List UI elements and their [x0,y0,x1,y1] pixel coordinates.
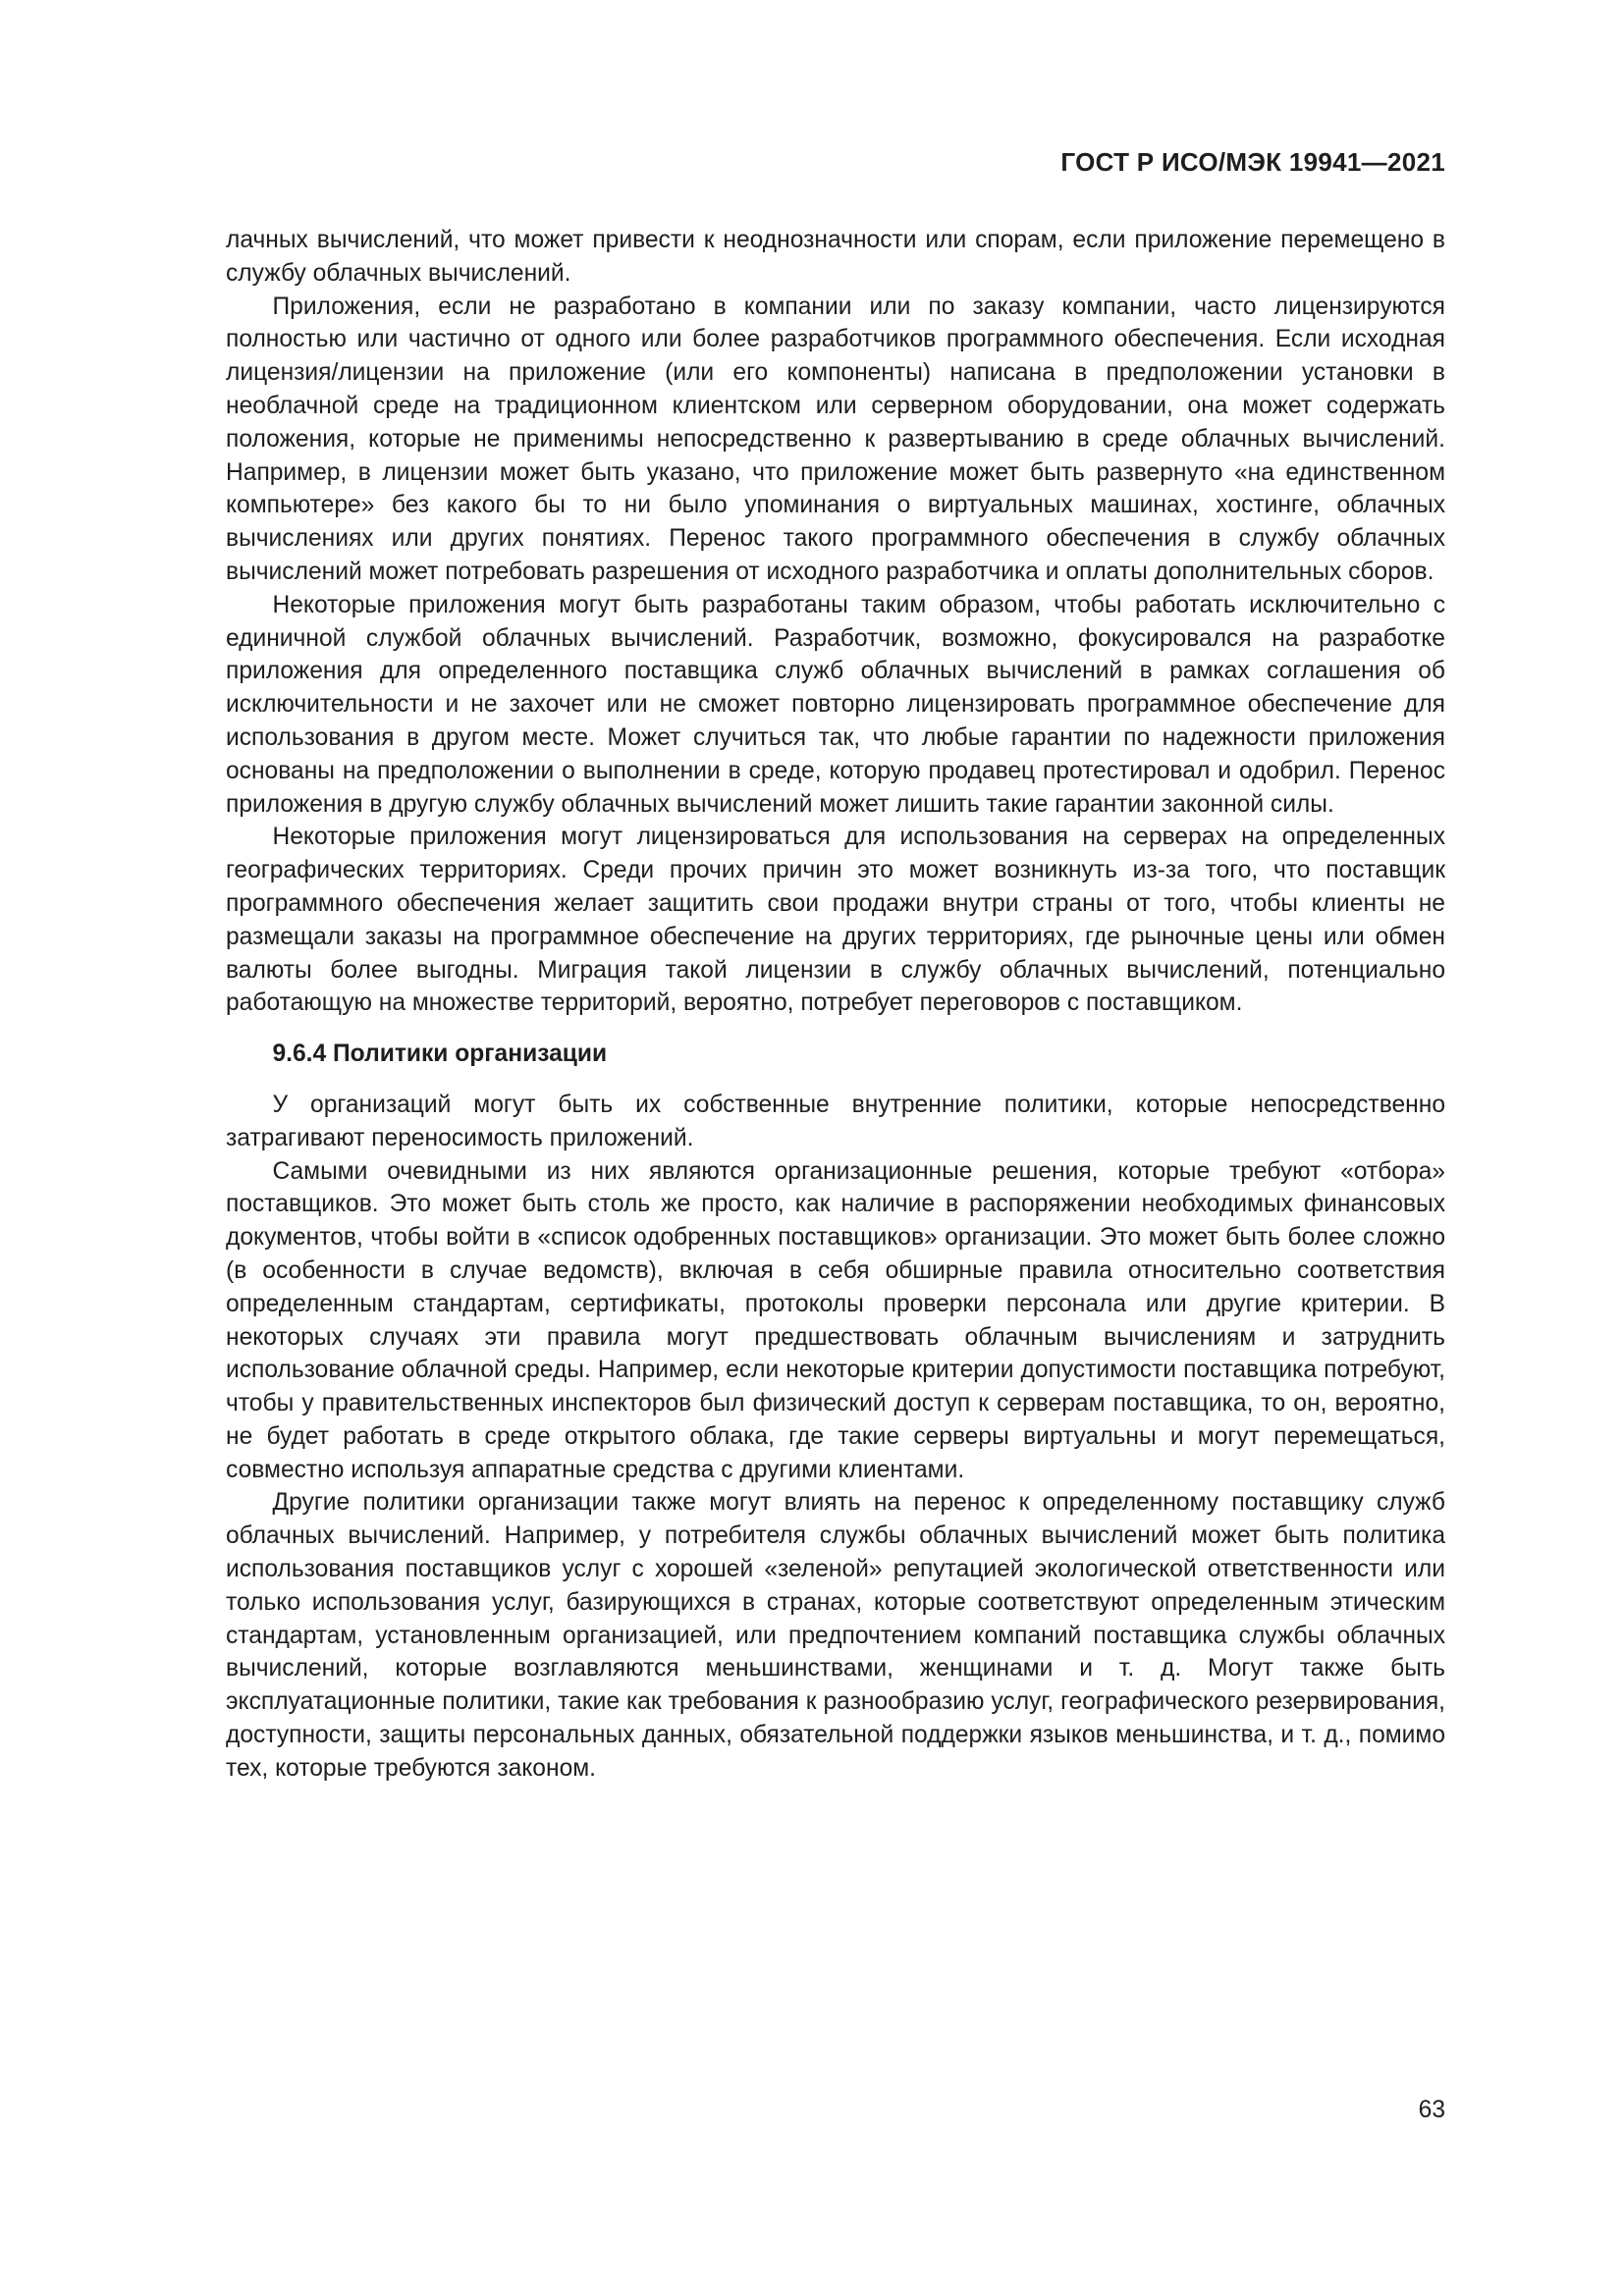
page-number: 63 [1418,2097,1445,2123]
paragraph-other-policies: Другие политики организации также могут влиять на перенос к определенному поставщику служб облачных вычислений. Например, у потребителя службы облачных вычислений может быть политика использования поставщиков услуг с хорошей «зеленой» репутацией экологической ответственности или только использования услуг, базирующихся в странах, которые соответствуют определенным этическим стандартам, установленным организацией, или предпочтением компаний поставщика службы облачных вычислений, которые возглавляются меньшинствами, женщинами и т. д. Могут также быть эксплуатационные политики, такие как требования к разнообразию услуг, географического резервирования, доступности, защиты персональных данных, обязательной поддержки языков меньшинства, и т. д., помимо тех, которые требуются законом. [226,1489,1445,1782]
section-heading: 9.6.4 Политики организации [272,1041,608,1068]
paragraph-licensing: Приложения, если не разработано в компании или по заказу компании, часто лицензируются полностью или частично от одного или более разработчиков программного обеспечения. Если исходная лицензия/лицензии на приложение (или его компоненты) написана в предположении установки в необлачной среде на традиционном клиентском или серверном оборудовании, она может содержать положения, которые не применимы непосредственно к развертыванию в среде облачных вычислений. Например, в лицензии может быть указано, что приложение может быть развернуто «на единственном компьютере» без какого бы то ни было упоминания о виртуальных машинах, хостинге, облачных вычислениях или других понятиях. Перенос такого программного обеспечения в службу облачных вычислений может потребовать разрешения от исходного разработчика и оплаты дополнительных сборов. [226,293,1445,585]
paragraph-single-service: Некоторые приложения могут быть разработаны таким образом, чтобы работать исключительно с единичной службой облачных вычислений. Разработчик, возможно, фокусировался на разработке приложения для определенного поставщика служб облачных вычислений в рамках соглашения об исключительности и не захочет или не сможет повторно лицензировать программное обеспечение для использования в другом месте. Может случиться так, что любые гарантии по надежности приложения основаны на предположении о выполнении в среде, которую продавец протестировал и одобрил. Перенос приложения в другую службу облачных вычислений может лишить такие гарантии законной силы. [226,591,1445,818]
paragraph-continuation: лачных вычислений, что может привести к неоднозначности или спорам, если приложение перемещено в службу облачных вычислений. [226,227,1445,287]
paragraph-geographic-licensing: Некоторые приложения могут лицензироваться для использования на серверах на определенных географических территориях. Среди прочих причин это может возникнуть из-за того, что поставщик программного обеспечения желает защитить свои продажи внутри страны от того, чтобы клиенты не размещали заказы на программное обеспечение на других территориях, где рыночные цены или обмен валюты более выгодны. Миграция такой лицензии в службу облачных вычислений, потенциально работающую на множестве территорий, вероятно, потребует переговоров с поставщиком. [226,824,1445,1017]
document-body [226,224,1445,1786]
paragraph-internal-policies: У организаций могут быть их собственные внутренние политики, которые непосредственно затрагивают переносимость приложений. [226,1091,1445,1151]
document-code-header: ГОСТ Р ИСО/МЭК 19941—2021 [1060,147,1445,177]
paragraph-supplier-selection: Самыми очевидными из них являются организационные решения, которые требуют «отбора» поставщиков. Это может быть столь же просто, как наличие в распоряжении необходимых финансовых документов, чтобы войти в «список одобренных поставщиков» организации. Это может быть более сложно (в особенности в случае ведомств), включая в себя обширные правила относительно соответствия определенным стандартам, сертификаты, протоколы проверки персонала или другие критерии. В некоторых случаях эти правила могут предшествовать облачным вычислениям и затруднить использование облачной среды. Например, если некоторые критерии допустимости поставщика потребуют, чтобы у правительственных инспекторов был физический доступ к серверам поставщика, то он, вероятно, не будет работать в среде открытого облака, где такие серверы виртуальны и могут перемещаться, совместно используя аппаратные средства с другими клиентами. [226,1157,1445,1483]
